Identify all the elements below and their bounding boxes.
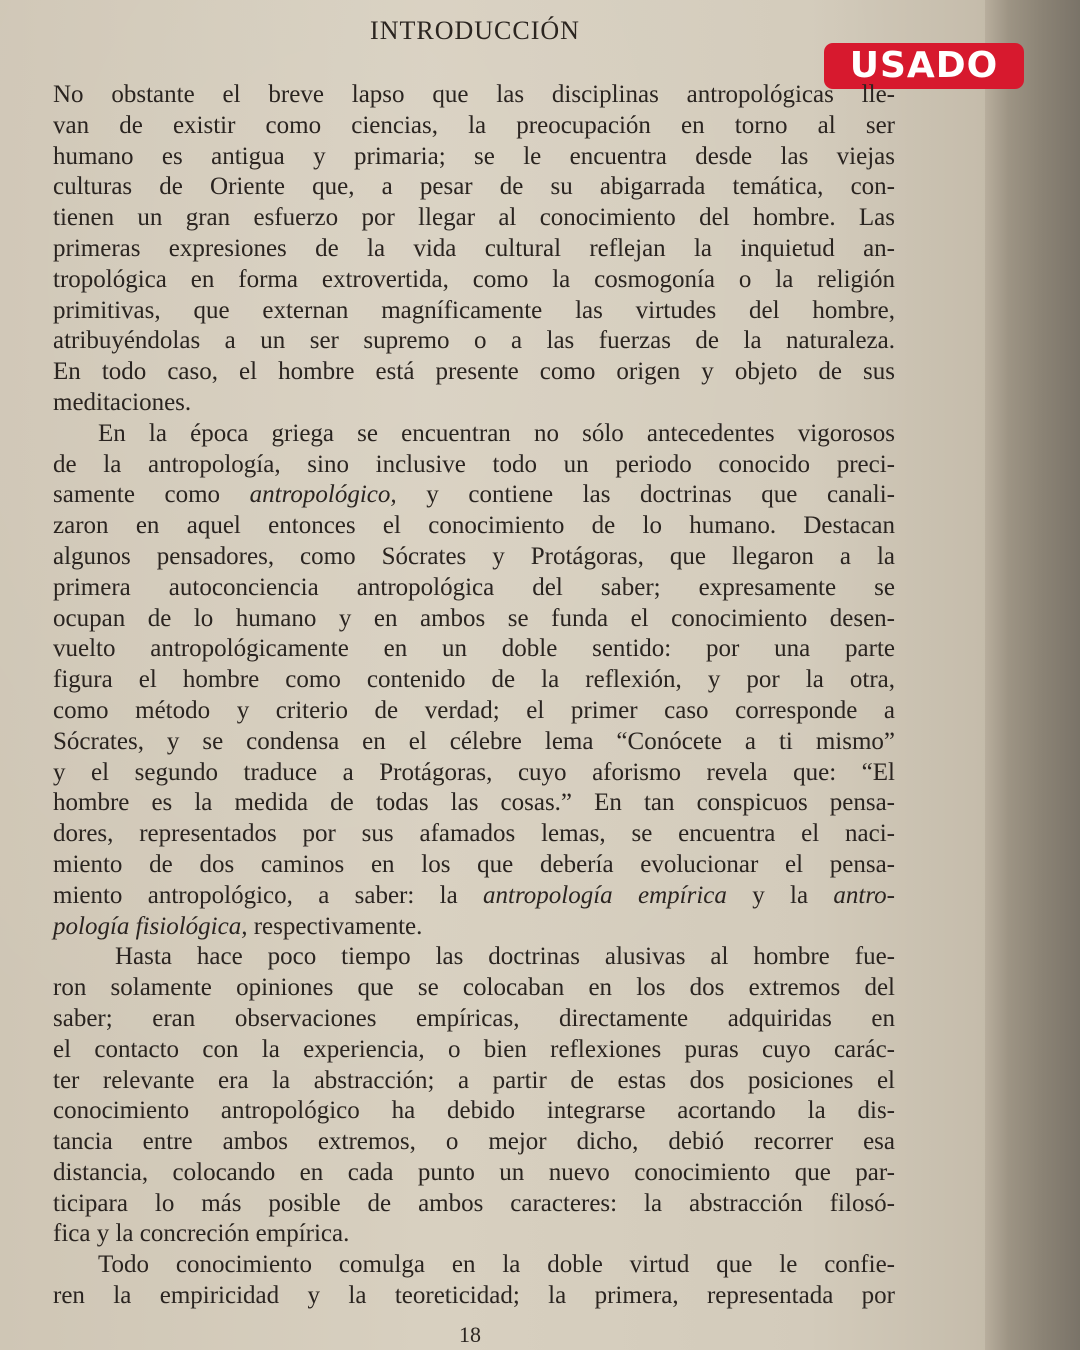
paragraph-4	[53, 1250, 895, 1312]
text-line: saber; eran observaciones empíricas, directamente adquiridas en	[53, 1004, 895, 1032]
text-line: En todo caso, el hombre está presente como origen y objeto de sus	[53, 358, 895, 386]
text-segment: y la	[726, 881, 834, 909]
text-line: distancia, colocando en cada punto un nuevo conocimiento que par-	[53, 1158, 895, 1186]
running-head: INTRODUCCIÓN	[370, 16, 580, 45]
text-line: Sócrates, y se condensa en el célebre lema “Conócete a ti mismo”	[53, 727, 895, 755]
italic-term: antro-	[833, 881, 895, 909]
text-line: fica y la concreción empírica.	[53, 1220, 350, 1248]
italic-term: antropológico,	[249, 481, 397, 509]
text-line: tancia entre ambos extremos, o mejor dicho, debió recorrer esa	[53, 1128, 895, 1156]
text-line: primera autoconciencia antropológica del saber; expresamente se	[53, 573, 895, 601]
text-line: van de existir como ciencias, la preocupación en torno al ser	[53, 111, 895, 139]
text-segment: samente como	[53, 481, 250, 509]
italic-term: pología fisiológica,	[53, 912, 248, 940]
page-number: 18	[459, 1322, 481, 1347]
text-line	[53, 480, 895, 511]
text-line: Hasta hace poco tiempo las doctrinas alusivas al hombre fue-	[115, 943, 895, 971]
text-line: ticipara lo más posible de ambos caracteres: la abstracción filosó-	[53, 1189, 895, 1217]
text-line: y el segundo traduce a Protágoras, cuyo aforismo revela que: “El	[53, 758, 895, 786]
text-line: ocupan de lo humano y en ambos se funda el conocimiento desen-	[53, 604, 895, 632]
text-line: primeras expresiones de la vida cultural reflejan la inquietud an-	[53, 234, 895, 262]
text-line: tienen un gran esfuerzo por llegar al conocimiento del hombre. Las	[53, 204, 895, 232]
text-line	[53, 881, 895, 912]
text-line: algunos pensadores, como Sócrates y Protágoras, que llegaron a la	[53, 542, 895, 570]
text-line: vuelto antropológicamente en un doble sentido: por una parte	[53, 635, 895, 663]
text-line: el contacto con la experiencia, o bien reflexiones puras cuyo carác-	[53, 1035, 895, 1063]
text-line: figura el hombre como contenido de la reflexión, y por la otra,	[53, 666, 895, 694]
text-line: ren la empiricidad y la teoreticidad; la primera, representada por	[53, 1282, 895, 1310]
text-line: dores, representados por sus afamados lemas, se encuentra el naci-	[53, 820, 895, 848]
text-segment: y contiene las doctrinas que canali-	[396, 481, 895, 509]
text-line: En la época griega se encuentran no sólo antecedentes vigorosos	[98, 419, 895, 447]
text-line	[53, 912, 895, 943]
text-line: No obstante el breve lapso que las disciplinas antropológicas lle-	[53, 81, 895, 108]
text-line: primitivas, que externan magníficamente las virtudes del hombre,	[53, 296, 895, 324]
text-line: hombre es la medida de todas las cosas.” En tan conspicuos pensa-	[53, 789, 895, 817]
text-line: de la antropología, sino inclusive todo un periodo conocido preci-	[53, 450, 895, 478]
text-line: conocimiento antropológico ha debido integrarse acortando la dis-	[53, 1097, 895, 1125]
body-text	[53, 80, 895, 1312]
text-line: como método y criterio de verdad; el primer caso corresponde a	[53, 696, 895, 724]
used-badge: USADO	[824, 43, 1024, 89]
text-line: humano es antigua y primaria; se le encuentra desde las viejas	[53, 142, 895, 170]
text-line: ter relevante era la abstracción; a partir de estas dos posiciones el	[53, 1066, 895, 1094]
italic-term: antropología empírica	[483, 881, 727, 909]
text-line: Todo conocimiento comulga en la doble virtud que le confie-	[98, 1251, 895, 1279]
paragraph-3	[53, 942, 895, 1250]
text-line: meditaciones.	[53, 388, 192, 416]
text-segment: miento antropológico, a saber: la	[53, 881, 484, 909]
text-line: miento de dos caminos en los que debería evolucionar el pensa-	[53, 850, 895, 878]
paragraph-1	[53, 80, 895, 419]
text-line: zaron en aquel entonces el conocimiento de lo humano. Destacan	[53, 512, 895, 540]
text-segment: respectivamente.	[247, 912, 423, 940]
text-line: tropológica en forma extrovertida, como la cosmogonía o la religión	[53, 265, 895, 293]
page-edge-shadow	[985, 0, 1080, 1350]
text-line: culturas de Oriente que, a pesar de su abigarrada temática, con-	[53, 173, 895, 201]
text-line: ron solamente opiniones que se colocaban en los dos extremos del	[53, 974, 895, 1002]
paragraph-2	[53, 419, 895, 943]
text-line: atribuyéndolas a un ser supremo o a las fuerzas de la naturaleza.	[53, 327, 895, 355]
